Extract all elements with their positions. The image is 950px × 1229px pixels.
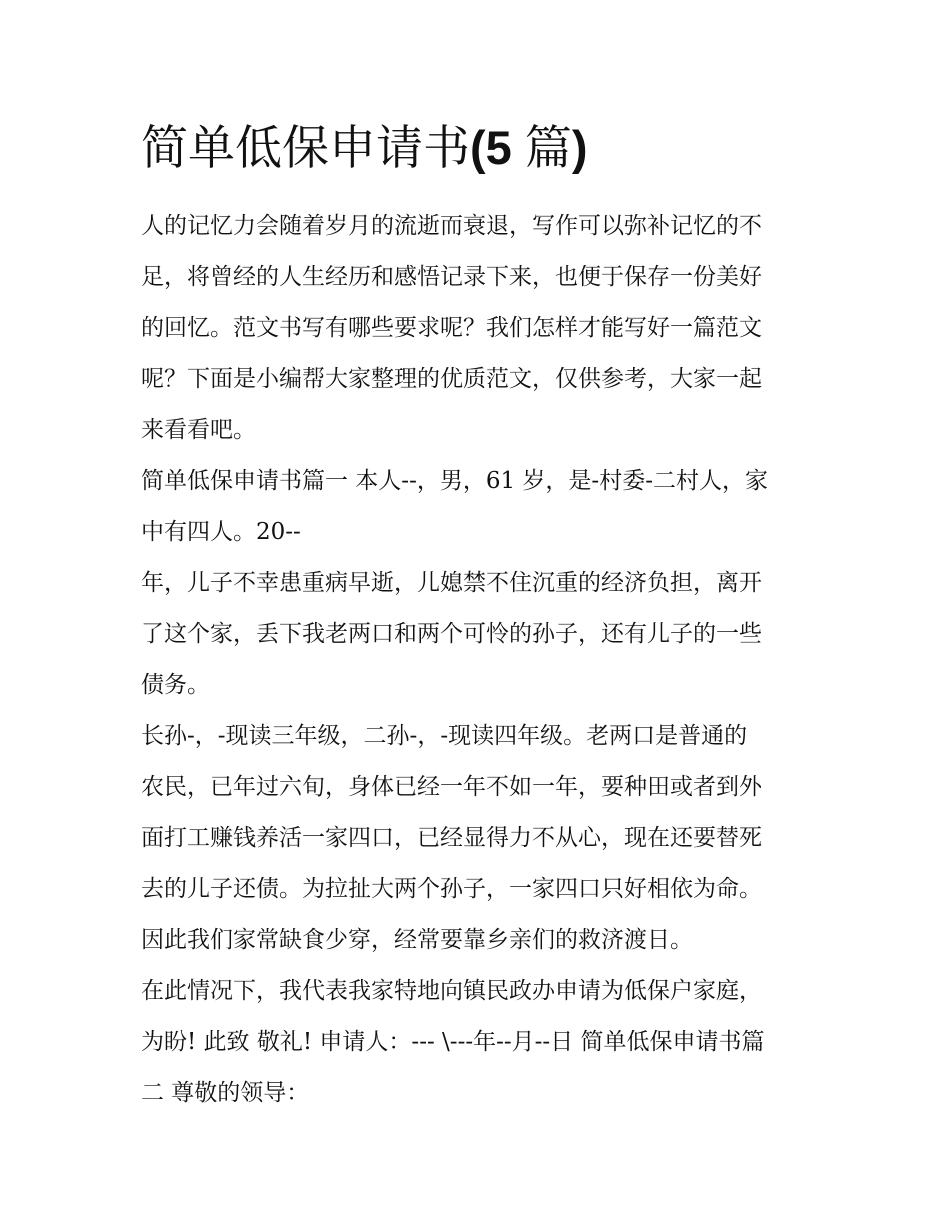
document-title <box>141 118 813 179</box>
text-line: 长孙-，-现读三年级，二孙-，-现读四年级。老两口是普通的 <box>141 723 748 749</box>
text-line: 因此我们家常缺食少穿，经常要靠乡亲们的救济渡日。 <box>141 927 693 953</box>
text-line: 中有四人。20-- <box>141 519 301 545</box>
paragraph-intro <box>141 201 813 456</box>
paragraph-family-situation <box>141 558 813 711</box>
text-line: 债务。 <box>141 672 210 698</box>
text-line: 年，儿子不幸患重病早逝，儿媳禁不住沉重的经济负担，离开 <box>141 570 762 596</box>
paragraph-grandchildren <box>141 711 813 966</box>
text-line: 呢？下面是小编帮大家整理的优质范文，仅供参考，大家一起 <box>141 366 762 392</box>
text-line: 去的儿子还债。为拉扯大两个孙子，一家四口只好相依为命。 <box>141 876 762 902</box>
text-line: 的回忆。范文书写有哪些要求呢？我们怎样才能写好一篇范文 <box>141 315 762 341</box>
document-page <box>141 118 813 1119</box>
title-main: 简单低保申请书 <box>141 121 470 176</box>
text-line: 为盼! 此致 敬礼! 申请人：--- \---年--月--日 简单低保申请书篇 <box>141 1029 765 1055</box>
paragraph-application-one <box>141 456 813 558</box>
text-line: 在此情况下，我代表我家特地向镇民政办申请为低保户家庭， <box>141 978 762 1004</box>
document-body <box>141 201 813 1119</box>
paragraph-request <box>141 966 813 1119</box>
text-line: 面打工赚钱养活一家四口，已经显得力不从心，现在还要替死 <box>141 825 762 851</box>
text-line: 了这个家，丢下我老两口和两个可怜的孙子，还有儿子的一些 <box>141 621 762 647</box>
text-line: 人的记忆力会随着岁月的流逝而衰退，写作可以弥补记忆的不 <box>141 213 762 239</box>
text-line: 简单低保申请书篇一 本人--，男，61 岁，是-村委-二村人，家 <box>141 468 768 494</box>
text-line: 二 尊敬的领导： <box>141 1080 310 1106</box>
text-line: 足，将曾经的人生经历和感悟记录下来，也便于保存一份美好 <box>141 264 762 290</box>
title-suffix: (5 篇) <box>470 121 588 174</box>
text-line: 农民，已年过六旬，身体已经一年不如一年，要种田或者到外 <box>141 774 762 800</box>
text-line: 来看看吧。 <box>141 417 256 443</box>
